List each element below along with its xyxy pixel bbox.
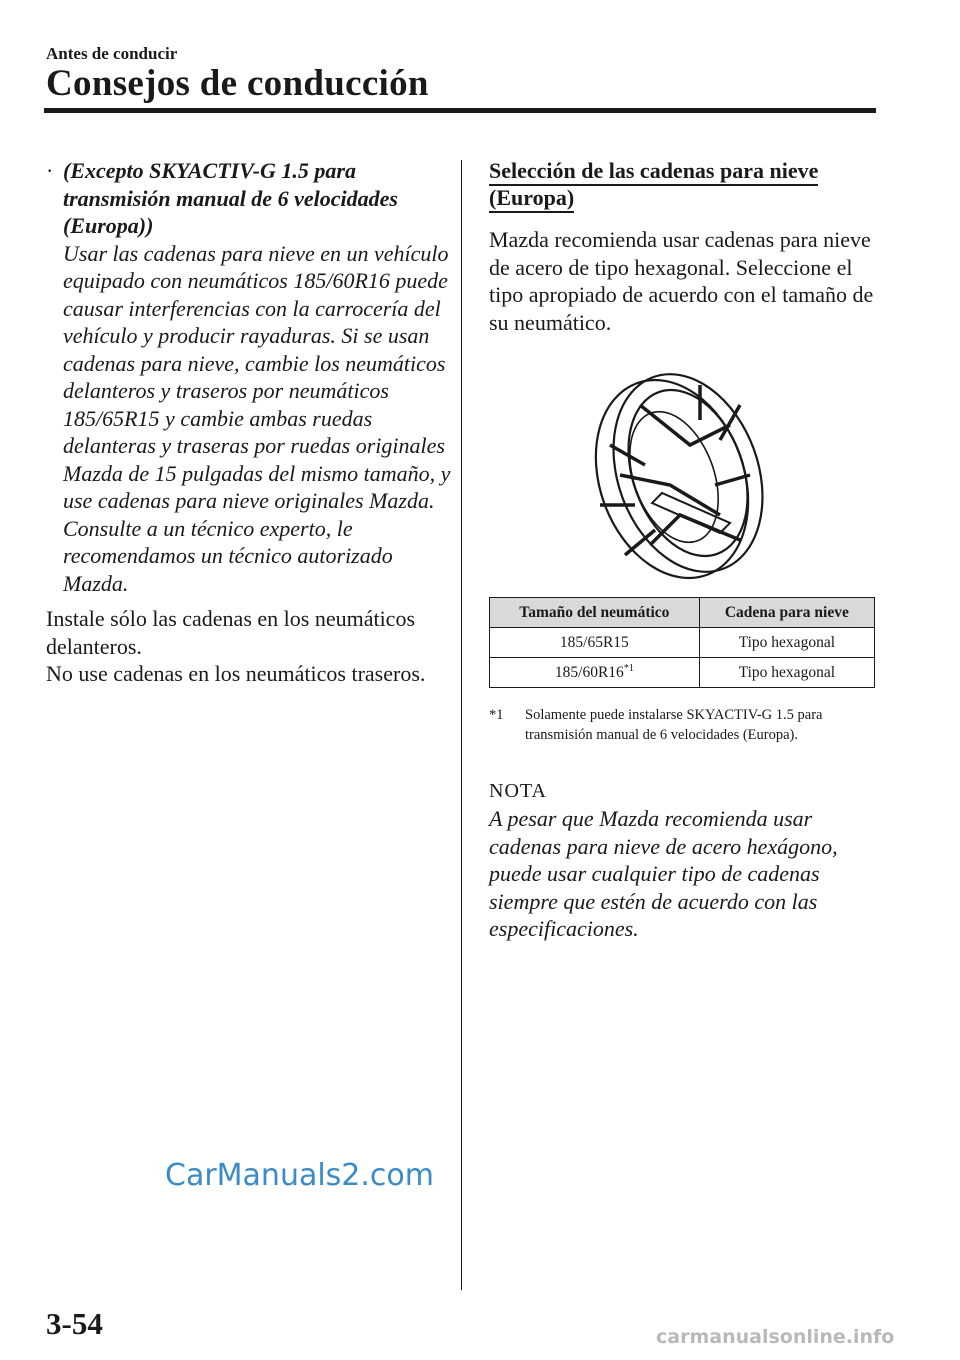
table-row bbox=[490, 628, 875, 658]
site-watermark: carmanualsonline.info bbox=[656, 1326, 895, 1348]
footnote-mark: *1 bbox=[489, 707, 504, 723]
note-title: NOTA bbox=[489, 780, 547, 802]
chain-type-cell: Tipo hexagonal bbox=[699, 658, 874, 688]
tire-size-cell: 185/60R16$^{*1}$ bbox=[490, 658, 700, 688]
right-column bbox=[489, 157, 884, 336]
footnote-text: Solamente puede instalarse SKYACTIV-G 1.5 para transmisión manual de 6 velocidades (Europa). bbox=[525, 707, 823, 743]
watermark-logo: CarManuals2.com bbox=[165, 1158, 435, 1193]
bullet-dot-icon: · bbox=[46, 158, 54, 183]
tire-size-header: Tamaño del neumático bbox=[490, 598, 700, 628]
bullet-item bbox=[46, 157, 451, 597]
page-number: 3-54 bbox=[46, 1306, 103, 1341]
front-tires-paragraph: Instale sólo las cadenas en los neumáticos delanteros. bbox=[46, 606, 416, 659]
bullet-heading: (Excepto SKYACTIV-G 1.5 para transmisión manual de 6 velocidades (Europa)) bbox=[63, 158, 398, 238]
page-title: Consejos de conducción bbox=[46, 63, 429, 104]
title-rule bbox=[44, 108, 876, 113]
chain-type-header: Cadena para nieve bbox=[699, 598, 874, 628]
table-header-row bbox=[490, 598, 875, 628]
section-heading bbox=[489, 157, 884, 211]
snow-chain-illustration bbox=[580, 365, 780, 585]
table-row bbox=[490, 658, 875, 688]
table-footnote bbox=[489, 705, 869, 745]
column-divider bbox=[461, 160, 462, 1290]
rear-tires-paragraph: No use cadenas en los neumáticos traseros. bbox=[46, 661, 426, 686]
intro-paragraph: Mazda recomienda usar cadenas para nieve de acero de tipo hexagonal. Seleccione el tipo apropiado de acuerdo con el tamaño de su neumático. bbox=[489, 227, 874, 335]
left-column bbox=[46, 157, 451, 688]
bullet-body: Usar las cadenas para nieve en un vehículo equipado con neumáticos 185/60R16 puede causar interferencias con la carrocería del vehículo y producir rayaduras. Si se usan cadenas para nieve, cambie los neumáticos delanteros y traseros por neumáticos 185/65R15 y cambie ambas ruedas delanteras y traseras por ruedas originales Mazda de 15 pulgadas del mismo tamaño, y use cadenas para nieve originales Mazda. Consulte a un técnico experto, le recomendamos un técnico autorizado Mazda. bbox=[63, 240, 451, 596]
chain-type-cell: Tipo hexagonal bbox=[699, 628, 874, 658]
section-heading-text: Selección de las cadenas para nieve (Europa) bbox=[489, 158, 818, 213]
note-text: A pesar que Mazda recomienda usar cadenas para nieve de acero hexágono, puede usar cualquier tipo de cadenas siempre que estén de acuerdo con las especificaciones. bbox=[489, 806, 838, 941]
section-label: Antes de conducir bbox=[46, 44, 178, 63]
tire-size-cell: 185/65R15 bbox=[490, 628, 700, 658]
tire-chain-table bbox=[489, 597, 875, 688]
